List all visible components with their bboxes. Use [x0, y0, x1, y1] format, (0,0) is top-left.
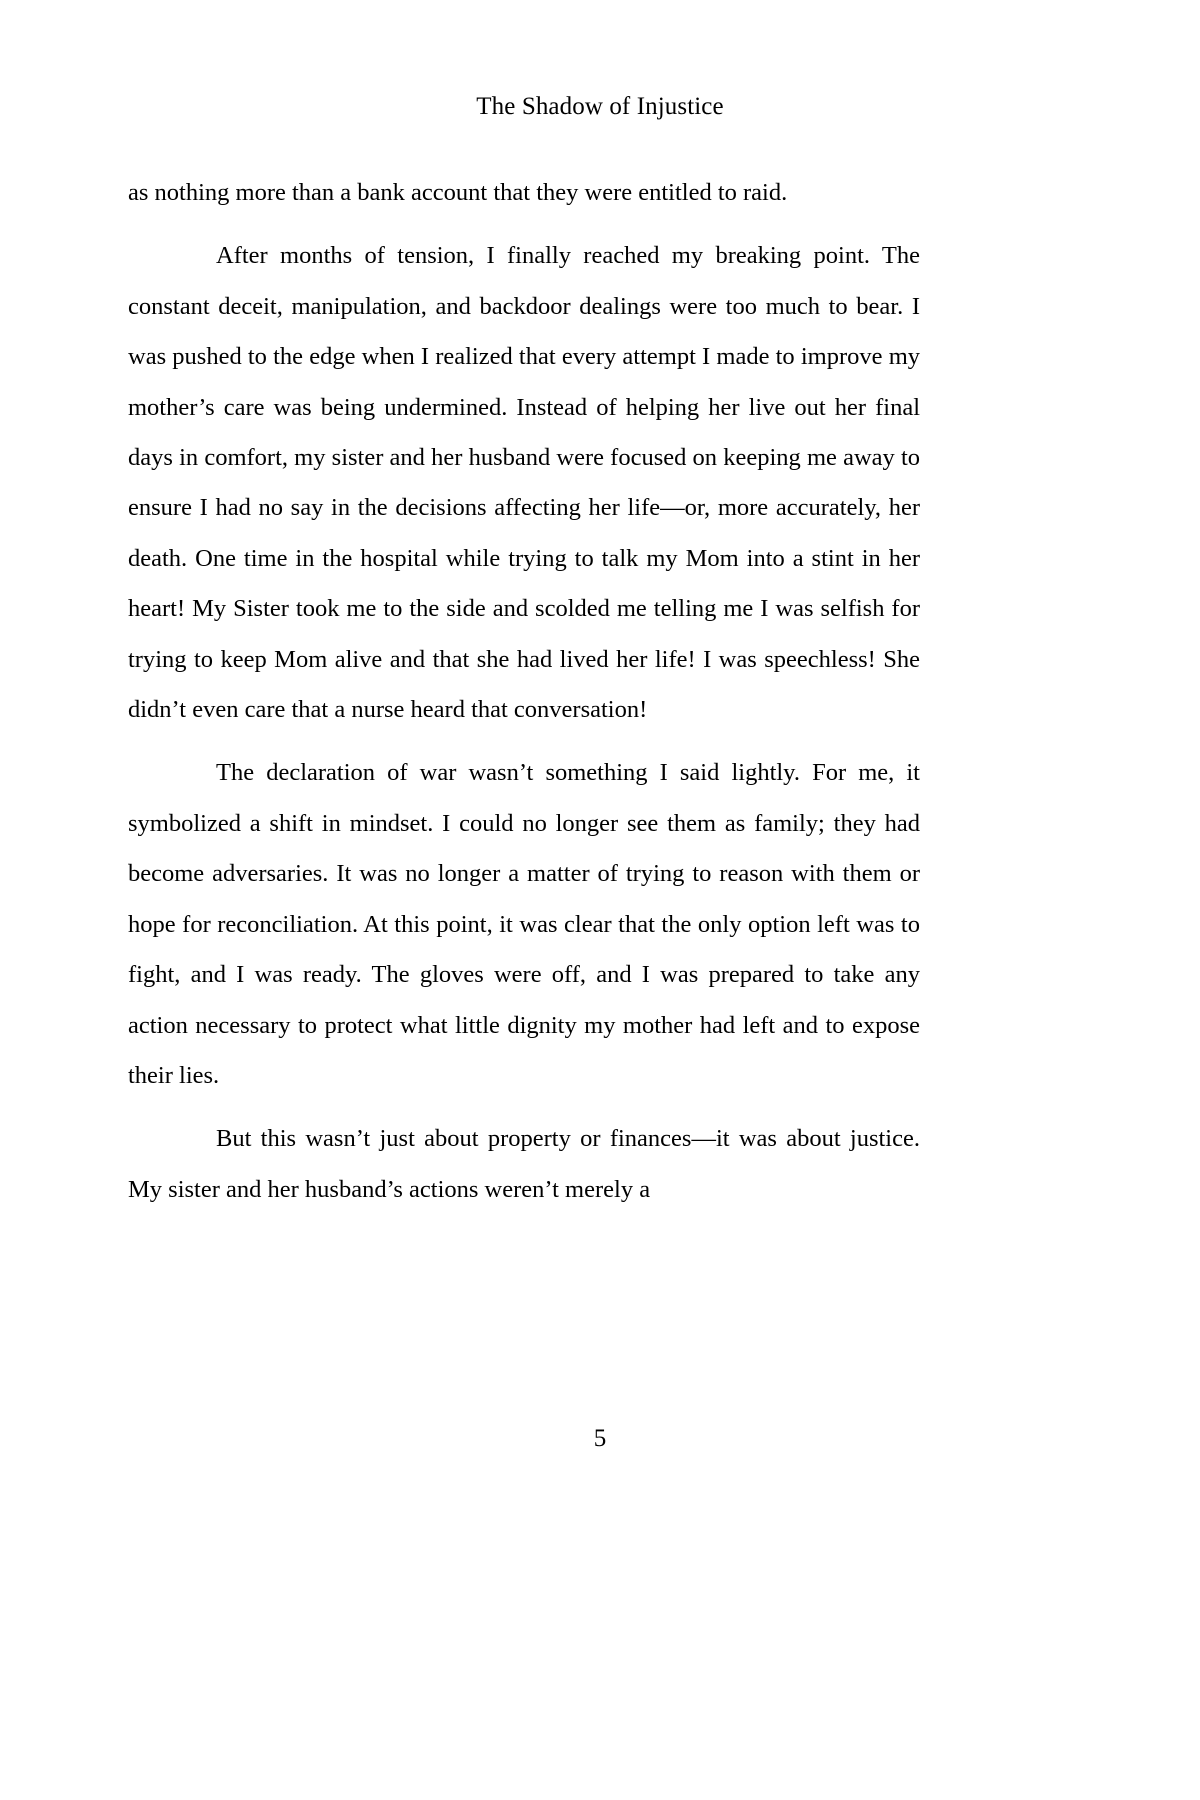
paragraph-2: After months of tension, I finally reached my breaking point. The constant deceit, manipulation, and backdoor dealings were too much to bear. I was pushed to the edge when I realized that every attempt I made to improve my mother’s care was being undermined. Instead of helping her live out her final days in comfort, my sister and her husband were focused on keeping me away to ensure I had no say in the decisions affecting her life—or, more accurately, her death. One time in the hospital while trying to talk my Mom into a stint in her heart! My Sister took me to the side and scolded me telling me I was selfish for trying to keep Mom alive and that she had lived her life! I was speechless! She didn’t even care that a nurse heard that conversation!	[128, 242, 920, 724]
body-text-block	[128, 168, 920, 1215]
running-head: The Shadow of Injustice	[476, 93, 724, 120]
page-number: 5	[593, 1425, 607, 1452]
paragraph-1: as nothing more than a bank account that they were entitled to raid.	[128, 179, 788, 206]
paragraph-4: But this wasn’t just about property or finances—it was about justice. My sister and her husband’s actions weren’t merely a	[128, 1125, 920, 1203]
paragraph-3: The declaration of war wasn’t something I said lightly. For me, it symbolized a shift in mindset. I could no longer see them as family; they had become adversaries. It was no longer a matter of trying to reason with them or hope for reconciliation. At this point, it was clear that the only option left was to fight, and I was ready. The gloves were off, and I was prepared to take any action necessary to protect what little dignity my mother had left and to expose their lies.	[128, 759, 920, 1089]
